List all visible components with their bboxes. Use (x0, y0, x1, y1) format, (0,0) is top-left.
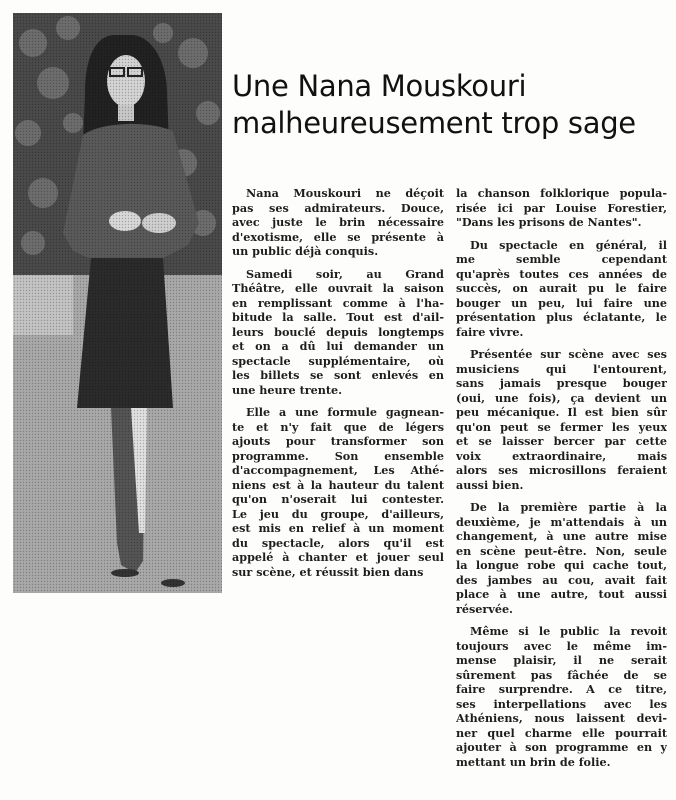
article-paragraph (456, 500, 667, 616)
paragraph-line: des jambes au cou, avait fait (456, 572, 667, 587)
article-paragraph (232, 267, 444, 398)
paragraph-line: est mis en relief à un moment (232, 521, 444, 535)
paragraph-line: réservée. (456, 601, 513, 616)
paragraph-line: sans jamais presque bouger (456, 376, 667, 390)
paragraph-line: Nana Mouskouri ne déçoit (246, 186, 444, 200)
paragraph-line: d'accompagnement, Les Athé- (232, 463, 444, 477)
paragraph-line: te et n'y fait que de légers (232, 419, 444, 434)
paragraph-line: me semble cependant (456, 252, 667, 266)
paragraph-line: en scène peut-être. Non, seule (456, 543, 667, 558)
paragraph-line: aussi bien. (456, 477, 524, 492)
paragraph-line: "Dans les prisons de Nantes". (456, 215, 642, 229)
paragraph-line: changement, à une autre mise (456, 529, 667, 543)
paragraph-line: la longue robe qui cache tout, (456, 558, 667, 572)
paragraph-line: pas ses admirateurs. Douce, (232, 200, 444, 215)
article-paragraph (232, 186, 444, 259)
paragraph-line: Du spectacle en général, il (470, 237, 667, 252)
article-paragraph (232, 405, 444, 579)
paragraph-line: mense plaisir, il ne serait (456, 653, 667, 667)
paragraph-line: Elle a une formule gagnean- (246, 405, 444, 419)
paragraph-line: Théâtre, elle ouvrait la saison (232, 281, 444, 295)
paragraph-line: présentation plus éclatante, le (456, 310, 667, 324)
paragraph-line: bitude la salle. Tout est d'ail- (232, 310, 444, 324)
paragraph-line: et on a dû lui demander un (232, 339, 444, 353)
paragraph-line: une heure trente. (232, 382, 343, 397)
paragraph-line: ajouts pour transformer son (232, 434, 444, 448)
article-paragraph (456, 347, 667, 492)
paragraph-line: sur scène, et réussit bien dans (232, 564, 424, 579)
paragraph-line: Athéniens, nous laissent devi- (456, 711, 667, 725)
paragraph-line: leurs bouclé depuis longtemps (232, 324, 444, 339)
paragraph-line: niens est à la hauteur du talent (232, 477, 444, 492)
paragraph-line: risée ici par Louise Forestier, (456, 200, 667, 215)
article-paragraph (456, 186, 667, 230)
article-paragraph (456, 624, 667, 769)
article-photo (13, 13, 222, 593)
paragraph-line: De la première partie à la (470, 500, 667, 514)
paragraph-line: faire vivre. (456, 324, 524, 339)
paragraph-line: musiciens qui l'entourent, (456, 361, 667, 376)
paragraph-line: (oui, une fois), ça devient un (456, 390, 667, 405)
paragraph-line: voix extraordinaire, mais (456, 448, 667, 463)
paragraph-line: avec juste le brin nécessaire (232, 215, 444, 229)
paragraph-line: ajouter à son programme en y (456, 740, 667, 754)
paragraph-line: qu'on peut se fermer les yeux (456, 419, 667, 434)
paragraph-line: qu'après toutes ces années de (456, 266, 667, 281)
paragraph-line: faire surprendre. A ce titre, (456, 682, 667, 696)
paragraph-line: Samedi soir, au Grand (246, 266, 444, 281)
article-column-left (232, 186, 444, 587)
paragraph-line: peu mécanique. Il est bien sûr (456, 405, 667, 419)
paragraph-line: succès, on aurait pu le faire (456, 281, 667, 295)
paragraph-line: Le jeu du groupe, d'ailleurs, (232, 506, 444, 521)
paragraph-line: les billets se sont enlevés en (232, 368, 444, 382)
paragraph-line: spectacle supplémentaire, où (232, 353, 444, 368)
paragraph-line: deuxième, je m'attendais à un (456, 514, 667, 529)
article-paragraph (456, 238, 667, 340)
paragraph-line: toujours avec le même im- (456, 638, 667, 653)
paragraph-line: ses interpellations avec les (456, 696, 667, 711)
paragraph-line: ner quel charme elle pourrait (456, 725, 667, 740)
paragraph-line: sûrement pas fâchée de se (456, 667, 667, 682)
article-headline (232, 68, 672, 142)
paragraph-line: place à une autre, tout aussi (456, 587, 667, 601)
paragraph-line: et se laisser bercer par cette (456, 434, 667, 448)
paragraph-line: qu'on n'oserait lui contester. (232, 492, 444, 506)
paragraph-line: mettant un brin de folie. (456, 754, 611, 769)
paragraph-line: bouger un peu, lui faire une (456, 295, 667, 310)
paragraph-line: Présentée sur scène avec ses (470, 347, 667, 361)
article-column-right (456, 186, 667, 777)
paragraph-line: un public déjà conquis. (232, 244, 379, 258)
headline-line: malheureusement trop sage (232, 106, 636, 140)
headline-line: Une Nana Mouskouri (232, 69, 527, 103)
paragraph-line: Même si le public la revoit (470, 624, 667, 638)
paragraph-line: alors ses microsillons feraient (456, 463, 667, 477)
photo-woman-standing (13, 13, 222, 593)
paragraph-line: programme. Son ensemble (232, 448, 444, 463)
paragraph-line: appelé à chanter et jouer seul (232, 550, 444, 564)
paragraph-line: d'exotisme, elle se présente à (232, 229, 444, 244)
paragraph-line: la chanson folklorique popula- (456, 186, 667, 200)
paragraph-line: en remplissant comme à l'ha- (232, 295, 444, 310)
paragraph-line: du spectacle, alors qu'il est (232, 535, 444, 550)
